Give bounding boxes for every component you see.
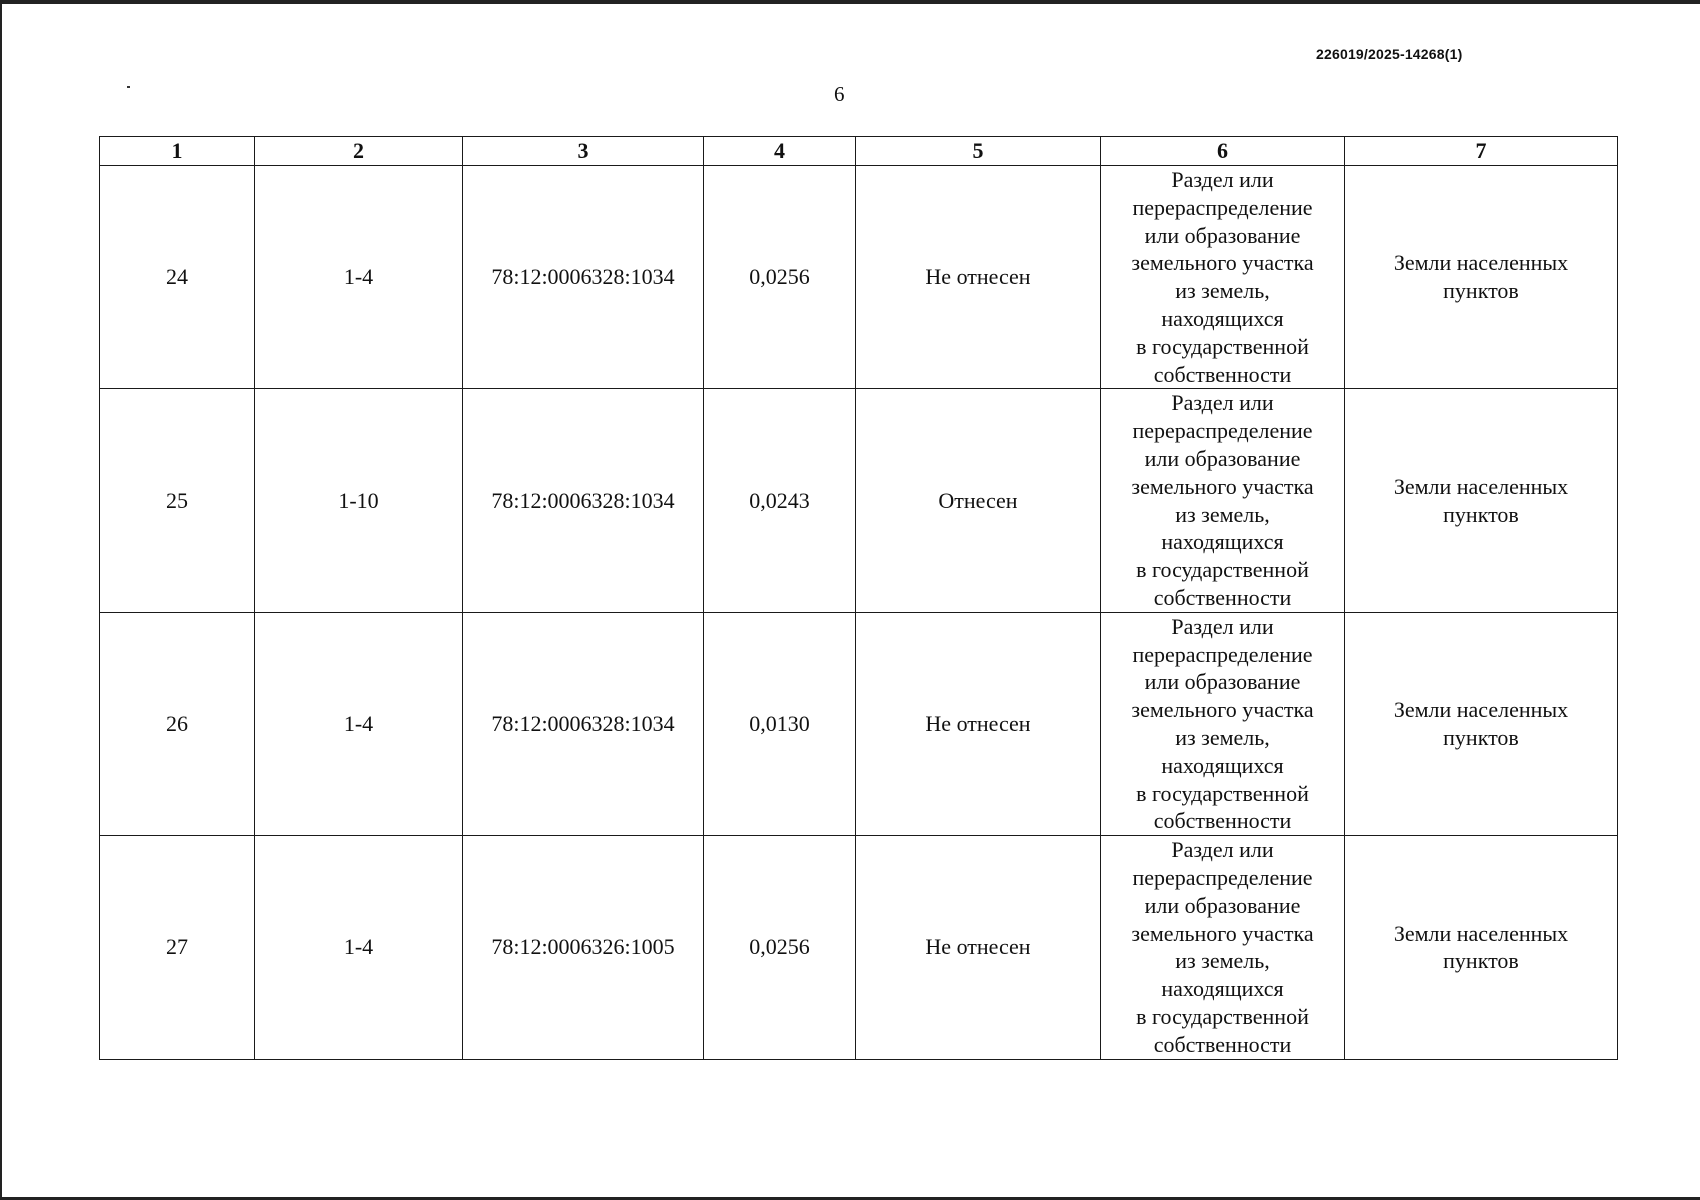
- table-row: [100, 166, 1618, 389]
- purpose-line: земельного участка: [1131, 920, 1314, 946]
- column-2-cell: 1-10: [255, 389, 463, 612]
- table-header-row: [100, 137, 1618, 166]
- category-line: пунктов: [1443, 948, 1519, 974]
- land-plot-table: [99, 136, 1618, 1060]
- purpose-line: в государственной: [1136, 780, 1309, 806]
- row-number-cell: 25: [100, 389, 255, 612]
- land-category-cell: [1345, 389, 1618, 612]
- scan-speck: [127, 86, 130, 88]
- purpose-line: находящихся: [1161, 529, 1284, 555]
- purpose-line: перераспределение: [1132, 864, 1313, 890]
- purpose-line: находящихся: [1161, 752, 1284, 778]
- table-row: [100, 389, 1618, 612]
- area-cell: 0,0243: [704, 389, 856, 612]
- status-cell: Не отнесен: [856, 166, 1101, 389]
- row-number-cell: 24: [100, 166, 255, 389]
- column-header: 7: [1345, 137, 1618, 166]
- land-category-cell: [1345, 836, 1618, 1059]
- land-category-cell: [1345, 166, 1618, 389]
- cadastral-number-cell: 78:12:0006326:1005: [463, 836, 704, 1059]
- purpose-line: перераспределение: [1132, 418, 1313, 444]
- area-cell: 0,0256: [704, 166, 856, 389]
- purpose-line: земельного участка: [1131, 473, 1314, 499]
- category-line: Земли населенных: [1393, 697, 1569, 723]
- purpose-cell: [1101, 612, 1345, 835]
- column-header: 1: [100, 137, 255, 166]
- purpose-line: перераспределение: [1132, 641, 1313, 667]
- status-cell: Не отнесен: [856, 836, 1101, 1059]
- purpose-line: или образование: [1144, 892, 1301, 918]
- purpose-line: из земель,: [1175, 948, 1270, 974]
- purpose-line: Раздел или: [1171, 390, 1274, 416]
- purpose-line: находящихся: [1161, 305, 1284, 331]
- purpose-line: собственности: [1153, 361, 1292, 387]
- purpose-line: земельного участка: [1131, 697, 1314, 723]
- cadastral-number-cell: 78:12:0006328:1034: [463, 389, 704, 612]
- column-header: 2: [255, 137, 463, 166]
- area-cell: 0,0256: [704, 836, 856, 1059]
- category-line: пунктов: [1443, 724, 1519, 750]
- column-2-cell: 1-4: [255, 166, 463, 389]
- purpose-line: собственности: [1153, 584, 1292, 610]
- column-header: 3: [463, 137, 704, 166]
- purpose-line: в государственной: [1136, 333, 1309, 359]
- purpose-line: Раздел или: [1171, 613, 1274, 639]
- purpose-line: или образование: [1144, 669, 1301, 695]
- registration-number: 226019/2025-14268(1): [1316, 46, 1463, 62]
- purpose-line: собственности: [1153, 1031, 1292, 1057]
- area-cell: 0,0130: [704, 612, 856, 835]
- purpose-cell: [1101, 166, 1345, 389]
- row-number-cell: 27: [100, 836, 255, 1059]
- purpose-line: перераспределение: [1132, 194, 1313, 220]
- purpose-line: собственности: [1153, 808, 1292, 834]
- purpose-cell: [1101, 389, 1345, 612]
- column-header: 4: [704, 137, 856, 166]
- column-2-cell: 1-4: [255, 836, 463, 1059]
- purpose-line: или образование: [1144, 222, 1301, 248]
- purpose-line: или образование: [1144, 445, 1301, 471]
- purpose-line: из земель,: [1175, 501, 1270, 527]
- purpose-line: из земель,: [1175, 724, 1270, 750]
- category-line: пунктов: [1443, 501, 1519, 527]
- column-2-cell: 1-4: [255, 612, 463, 835]
- table-row: [100, 612, 1618, 835]
- purpose-line: в государственной: [1136, 1003, 1309, 1029]
- purpose-line: Раздел или: [1171, 837, 1274, 863]
- purpose-line: из земель,: [1175, 278, 1270, 304]
- status-cell: Отнесен: [856, 389, 1101, 612]
- purpose-line: земельного участка: [1131, 250, 1314, 276]
- page-number: 6: [834, 82, 845, 106]
- cadastral-number-cell: 78:12:0006328:1034: [463, 166, 704, 389]
- status-cell: Не отнесен: [856, 612, 1101, 835]
- table-row: [100, 836, 1618, 1059]
- purpose-line: в государственной: [1136, 557, 1309, 583]
- purpose-cell: [1101, 836, 1345, 1059]
- column-header: 6: [1101, 137, 1345, 166]
- category-line: Земли населенных: [1393, 250, 1569, 276]
- category-line: Земли населенных: [1393, 920, 1569, 946]
- category-line: Земли населенных: [1393, 473, 1569, 499]
- category-line: пунктов: [1443, 278, 1519, 304]
- land-category-cell: [1345, 612, 1618, 835]
- purpose-line: Раздел или: [1171, 167, 1274, 192]
- purpose-line: находящихся: [1161, 976, 1284, 1002]
- cadastral-number-cell: 78:12:0006328:1034: [463, 612, 704, 835]
- row-number-cell: 26: [100, 612, 255, 835]
- column-header: 5: [856, 137, 1101, 166]
